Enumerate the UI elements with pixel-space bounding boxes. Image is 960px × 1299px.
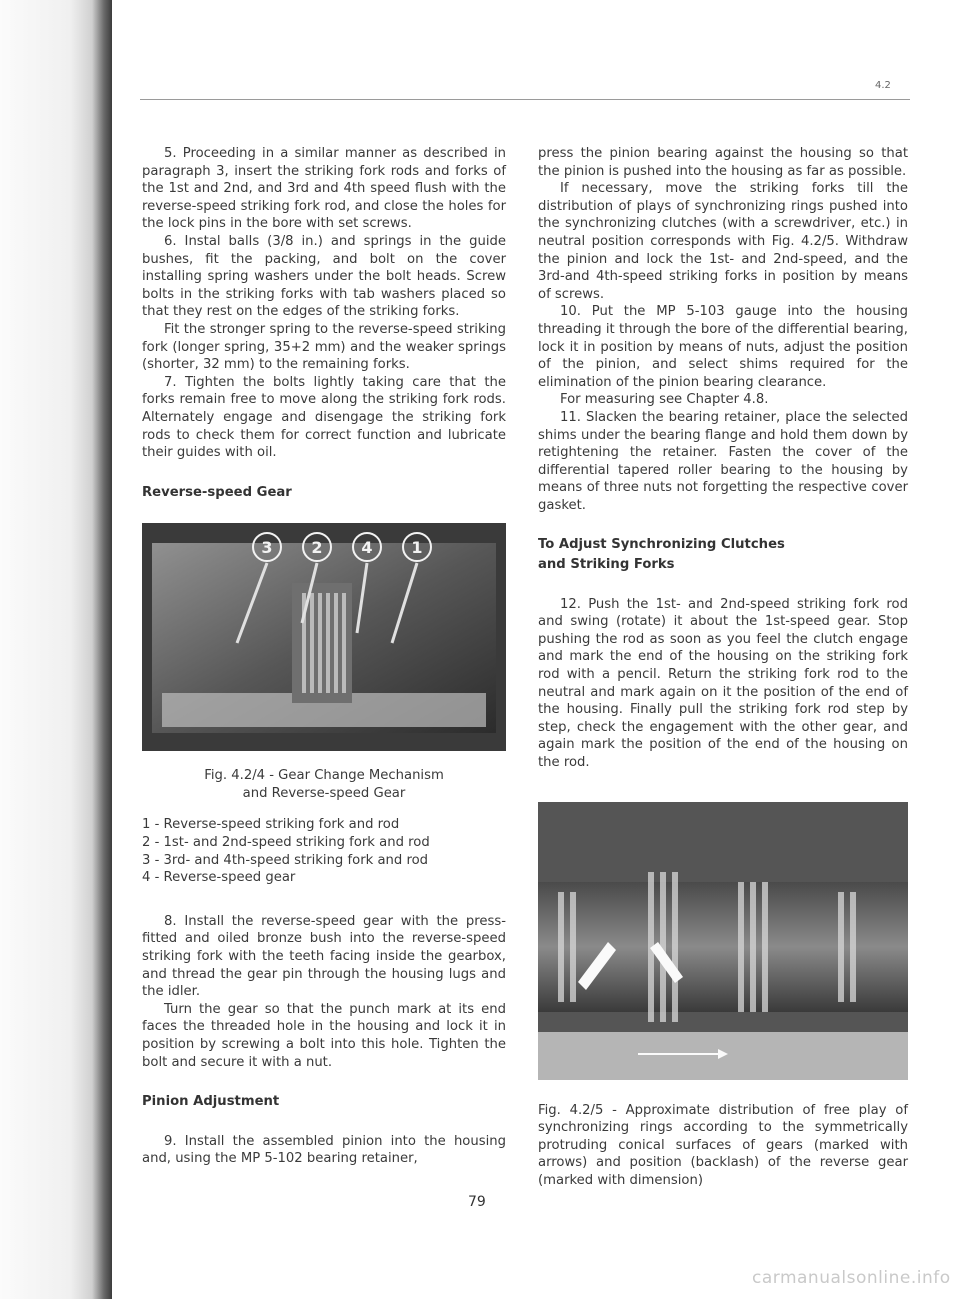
callout-4: 4 (361, 538, 373, 558)
paragraph-7: 7. Tighten the bolts lightly taking care that the forks remain free to move along the striking fork rods. Alternately engage and disengage the striking fork rods to check them for correct function and lubricate their guides with oil. (142, 374, 506, 461)
legend-item: 3 - 3rd- and 4th-speed striking fork and rod (142, 852, 429, 868)
heading-reverse-speed-gear: Reverse-speed Gear (142, 484, 292, 500)
paragraph-6b: Fit the stronger spring to the reverse-speed striking fork (longer spring, 35+2 mm) and the weaker springs (shorter, 32 mm) to the remaining forks. (142, 321, 506, 373)
paragraph-8: 8. Install the reverse-speed gear with the press-fitted and oiled bronze bush into the reverse-speed striking fork with the teeth facing inside the gearbox, and thread the gear pin through the housing lugs and the idler. (142, 913, 506, 1000)
callout-1: 1 (411, 538, 423, 558)
paragraph-8b: Turn the gear so that the punch mark at its end faces the threaded hole in the housing and lock it in position by screwing a bolt into this hole. Tighten the bolt and secure it with a nut. (142, 1001, 506, 1070)
figure-gear-change-mechanism (142, 523, 506, 751)
figure-synchronizing-rings (538, 802, 908, 1080)
paragraph-9: 9. Install the assembled pinion into the housing and, using the MP 5-102 bearing retainer, (142, 1133, 506, 1167)
left-column (142, 145, 506, 1168)
synchronizer-photo (538, 802, 908, 1080)
heading-pinion-adjustment: Pinion Adjustment (142, 1094, 280, 1110)
paragraph-5: 5. Proceeding in a similar manner as described in paragraph 3, insert the striking fork rods and forks of the 1st and 2nd, and 3rd and 4th speed flush with the reverse-speed striking fork rod, and close the holes for the lock pins in the bore with set screws. (142, 146, 506, 232)
figure-caption-line-2: and Reverse-speed Gear (242, 785, 406, 801)
paragraph-12: 12. Push the 1st- and 2nd-speed striking fork rod and swing (rotate) it about the 1st-speed gear. Stop pushing the rod as soon as you feel the clutch engage and mark the end of the housing on the striking fork rod with a pencil. Return the striking fork rod to the neutral and mark again on it the position of the end of the housing. Finally pull the striking fork rod step by step, check the engagement with the other gear, and again mark the position of the end of the housing on the rod. (538, 596, 908, 770)
gearbox-photo (142, 523, 506, 751)
legend-item: 1 - Reverse-speed striking fork and rod (142, 817, 400, 833)
callout-3: 3 (261, 538, 273, 558)
heading-sync-clutches-line-1: To Adjust Synchronizing Clutches (538, 537, 785, 553)
legend-item: 2 - 1st- and 2nd-speed striking fork and rod (142, 835, 430, 851)
watermark: carmanualsonline.info (752, 1268, 951, 1288)
heading-sync-clutches-line-2: and Striking Forks (538, 557, 675, 573)
figure-caption-line-1: Fig. 4.2/4 - Gear Change Mechanism (204, 768, 444, 784)
paragraph-9d: If necessary, move the striking forks till the distribution of plays of synchronizing rings pushed into the synchronizing clutches (with a screwdriver, etc.) in neutral position corresponds with Fig. 4.2/5. Withdraw the pinion and lock the 1st- and 2nd-speed, and the 3rd-and 4th-speed striking forks in position by means of screws. (538, 181, 908, 302)
book-binding-shadow (0, 0, 112, 1299)
paragraph-10b: For measuring see Chapter 4.8. (560, 392, 769, 408)
legend-item: 4 - Reverse-speed gear (142, 870, 296, 886)
paragraph-6: 6. Instal balls (3/8 in.) and springs in the guide bushes, fit the packing, and bolt on the cover installing spring washers under the bolt heads. Screw bolts in the striking forks with tab washers placed so that they rest on the edges of the striking forks. (142, 233, 506, 320)
callout-2: 2 (311, 538, 323, 558)
right-column (538, 145, 908, 1190)
paragraph-9-continued: press the pinion bearing against the housing so that the pinion is pushed into the housing as far as possible. (538, 146, 908, 179)
paragraph-11: 11. Slacken the bearing retainer, place the selected shims under the bearing flange and hold them down by retightening the retainer. Fasten the cover of the differential tapered roller bearing to the housing by means of three nuts not forgetting the respective cover gasket. (538, 409, 908, 513)
page-number: 79 (468, 1194, 486, 1210)
figure-caption-fig-4-2-5: Fig. 4.2/5 - Approximate distribution of free play of synchronizing rings according to the symmetrically protruding conical surfaces of gears (marked with arrows) and position (backlash) of the reverse gear (marked with dimension) (538, 1102, 908, 1188)
header-rule (140, 99, 910, 100)
section-code: 4.2 (875, 80, 891, 91)
paragraph-10: 10. Put the MP 5-103 gauge into the housing threading it through the bore of the differential bearing, lock it in position by means of nuts, adjust the position of the pinion, and select shims required for the elimination of the pinion bearing clearance. (538, 304, 908, 390)
figure-legend (142, 816, 506, 886)
